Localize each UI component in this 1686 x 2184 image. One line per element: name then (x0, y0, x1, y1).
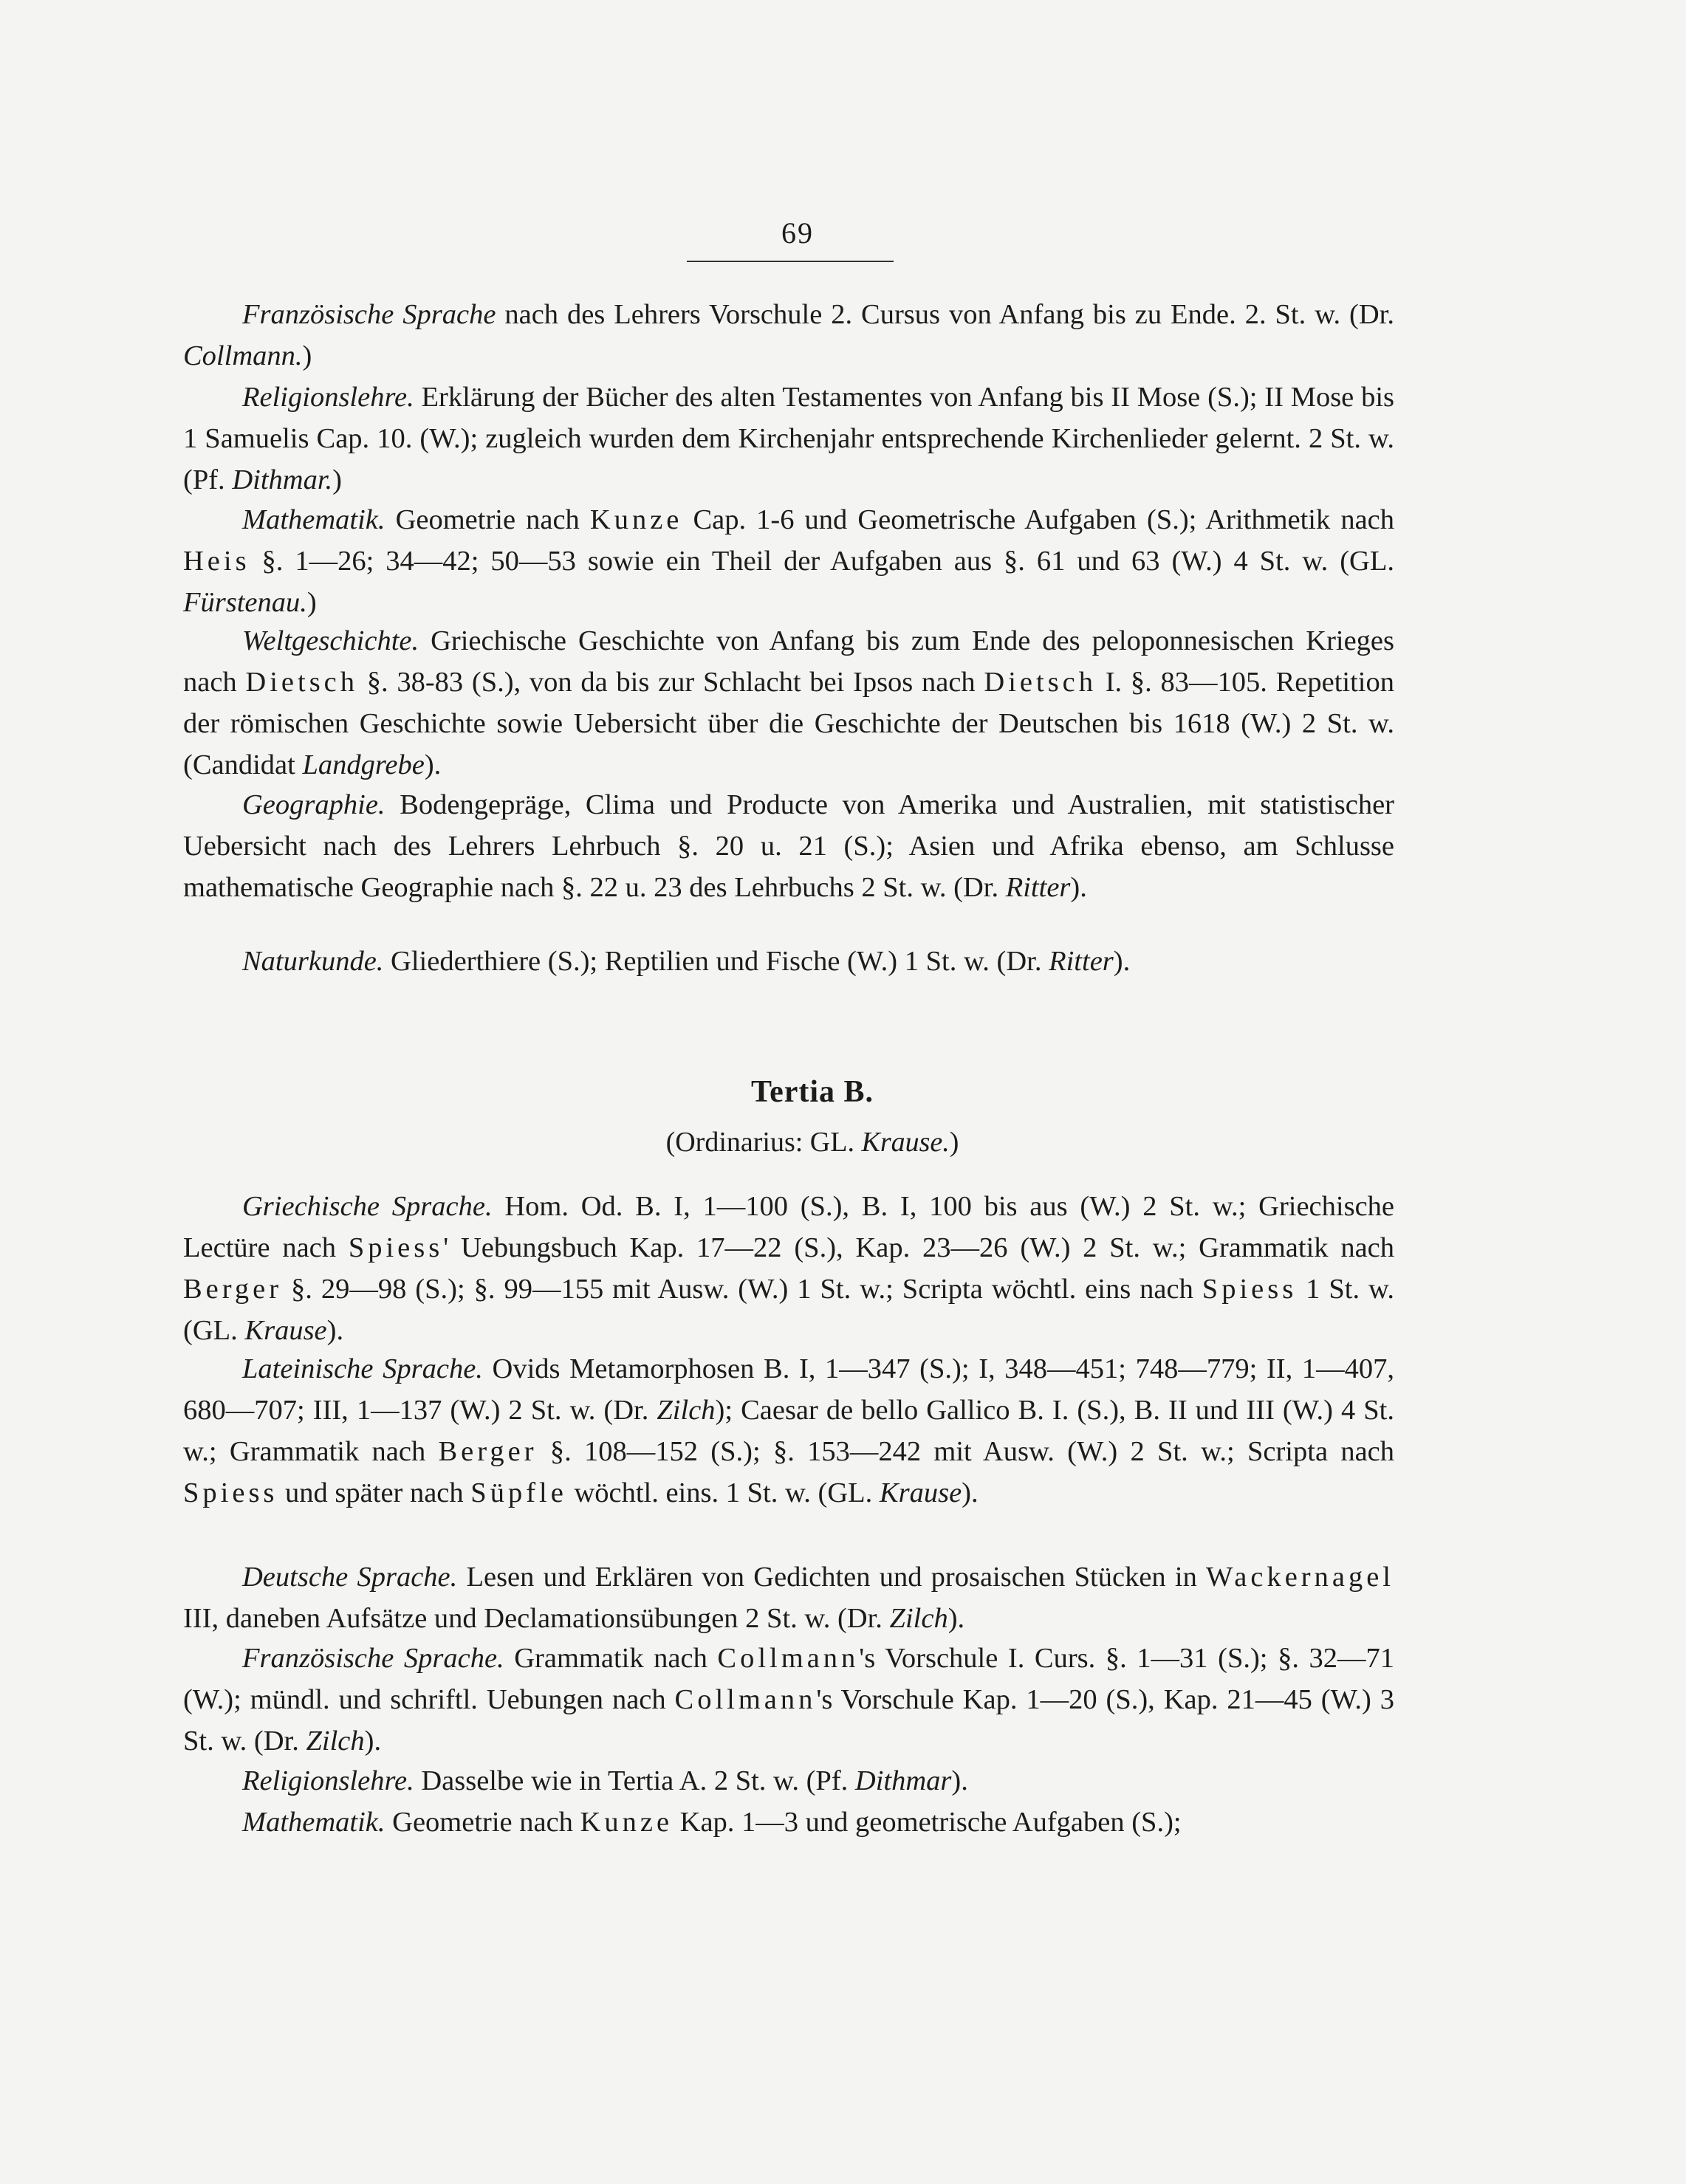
paragraph-lateinisch: Lateinische Sprache. Ovids Metamorphosen B. I, 1—347 (S.); I, 348—451; 748—779; II, 1—407, 680—707; III, 1—137 (W.) 2 St. w. (Dr. Zilch); Caesar de bello Gallico B. I. (S.), B. II und III (W.) 4 St. w.; Grammatik nach Berger §. 108—152 (S.); §. 153—242 mit Ausw. (W.) 2 St. w.; Scripta nach Spiess und später nach Süpfle wöchtl. eins. 1 St. w. (GL. Krause). (183, 1353, 1395, 1508)
subject-heading: Mathematik. (242, 1807, 385, 1838)
paragraph-franzoesisch-bottom: Französische Sprache. Grammatik nach Collmann's Vorschule I. Curs. §. 1—31 (S.); §. 32—71 (W.); mündl. und schriftl. Uebungen nach Collmann's Vorschule Kap. 1—20 (S.), Kap. 21—45 (W.) 3 St. w. (Dr. Zilch). (183, 1643, 1395, 1757)
subject-heading: Deutsche Sprache. (242, 1562, 458, 1593)
paragraph-deutsch: Deutsche Sprache. Lesen und Erklären von Gedichten und prosaischen Stücken in Wackernagel III, daneben Aufsätze und Declamationsübungen 2 St. w. (Dr. Zilch). (183, 1562, 1394, 1634)
paragraph-religion-top: Religionslehre. Erklärung der Bücher des alten Testamentes von Anfang bis II Mose (S.); II Mose bis 1 Samuelis Cap. 10. (W.); zugleich wurden dem Kirchenjahr entsprechende Kirchenlieder gelernt. 2 St. w. (Pf. Dithmar.) (183, 382, 1394, 495)
subject-heading: Religionslehre. (242, 1765, 414, 1796)
paragraph-weltgeschichte: Weltgeschichte. Griechische Geschichte von Anfang bis zum Ende des peloponnesischen Krieges nach Dietsch §. 38-83 (S.), von da bis zur Schlacht bei Ipsos nach Dietsch I. §. 83—105. Repetition der römischen Geschichte sowie Uebersicht über die Geschichte der Deutschen bis 1618 (W.) 2 St. w. (Candidat Landgrebe). (183, 625, 1394, 780)
subject-heading: Religionslehre. (242, 382, 414, 413)
subject-heading: Weltgeschichte. (242, 625, 419, 656)
section-subtitle: (Ordinarius: GL. Krause.) (665, 1127, 959, 1158)
subject-heading: Französische Sprache. (242, 1643, 504, 1674)
subject-heading: Naturkunde. (242, 946, 384, 977)
paragraph-geographie: Geographie. Bodengepräge, Clima und Producte von Amerika und Australien, mit statistischer Uebersicht nach des Lehrers Lehrbuch §. 20 u. 21 (S.); Asien und Afrika ebenso, am Schlusse mathematische Geographie nach §. 22 u. 23 des Lehrbuchs 2 St. w. (Dr. Ritter). (183, 789, 1394, 903)
paragraph-mathematik-bottom: Mathematik. Geometrie nach Kunze Kap. 1—3 und geometrische Aufgaben (S.); (242, 1807, 1182, 1838)
subject-heading: Mathematik. (242, 504, 385, 535)
section-title: Tertia B. (750, 1075, 874, 1109)
subject-heading: Lateinische Sprache. (242, 1353, 483, 1384)
paragraph-religion-bottom: Religionslehre. Dasselbe wie in Tertia A. 2 St. w. (Pf. Dithmar). (242, 1765, 968, 1796)
paragraph-franzoesisch-top: Französische Sprache nach des Lehrers Vorschule 2. Cursus von Anfang bis zu Ende. 2. St. w. (Dr. Collmann.) (183, 299, 1394, 371)
subject-heading: Geographie. (242, 789, 385, 820)
header-rule (687, 261, 894, 262)
paragraph-mathematik-top: Mathematik. Geometrie nach Kunze Cap. 1-6 und Geometrische Aufgaben (S.); Arithmetik nach Heis §. 1—26; 34—42; 50—53 sowie ein Theil der Aufgaben aus §. 61 und 63 (W.) 4 St. w. (GL. Fürstenau.) (183, 504, 1395, 618)
page-number: 69 (781, 216, 814, 250)
subject-heading: Französische Sprache (242, 299, 496, 330)
paragraph-griechisch: Griechische Sprache. Hom. Od. B. I, 1—100 (S.), B. I, 100 bis aus (W.) 2 St. w.; Griechische Lectüre nach Spiess' Uebungsbuch Kap. 17—22 (S.), Kap. 23—26 (W.) 2 St. w.; Grammatik nach Berger §. 29—98 (S.); §. 99—155 mit Ausw. (W.) 1 St. w.; Scripta wöchtl. eins nach Spiess 1 St. w. (GL. Krause). (183, 1191, 1394, 1346)
paragraph-naturkunde: Naturkunde. Gliederthiere (S.); Reptilien und Fische (W.) 1 St. w. (Dr. Ritter). (242, 946, 1131, 977)
subject-heading: Griechische Sprache. (242, 1191, 493, 1222)
